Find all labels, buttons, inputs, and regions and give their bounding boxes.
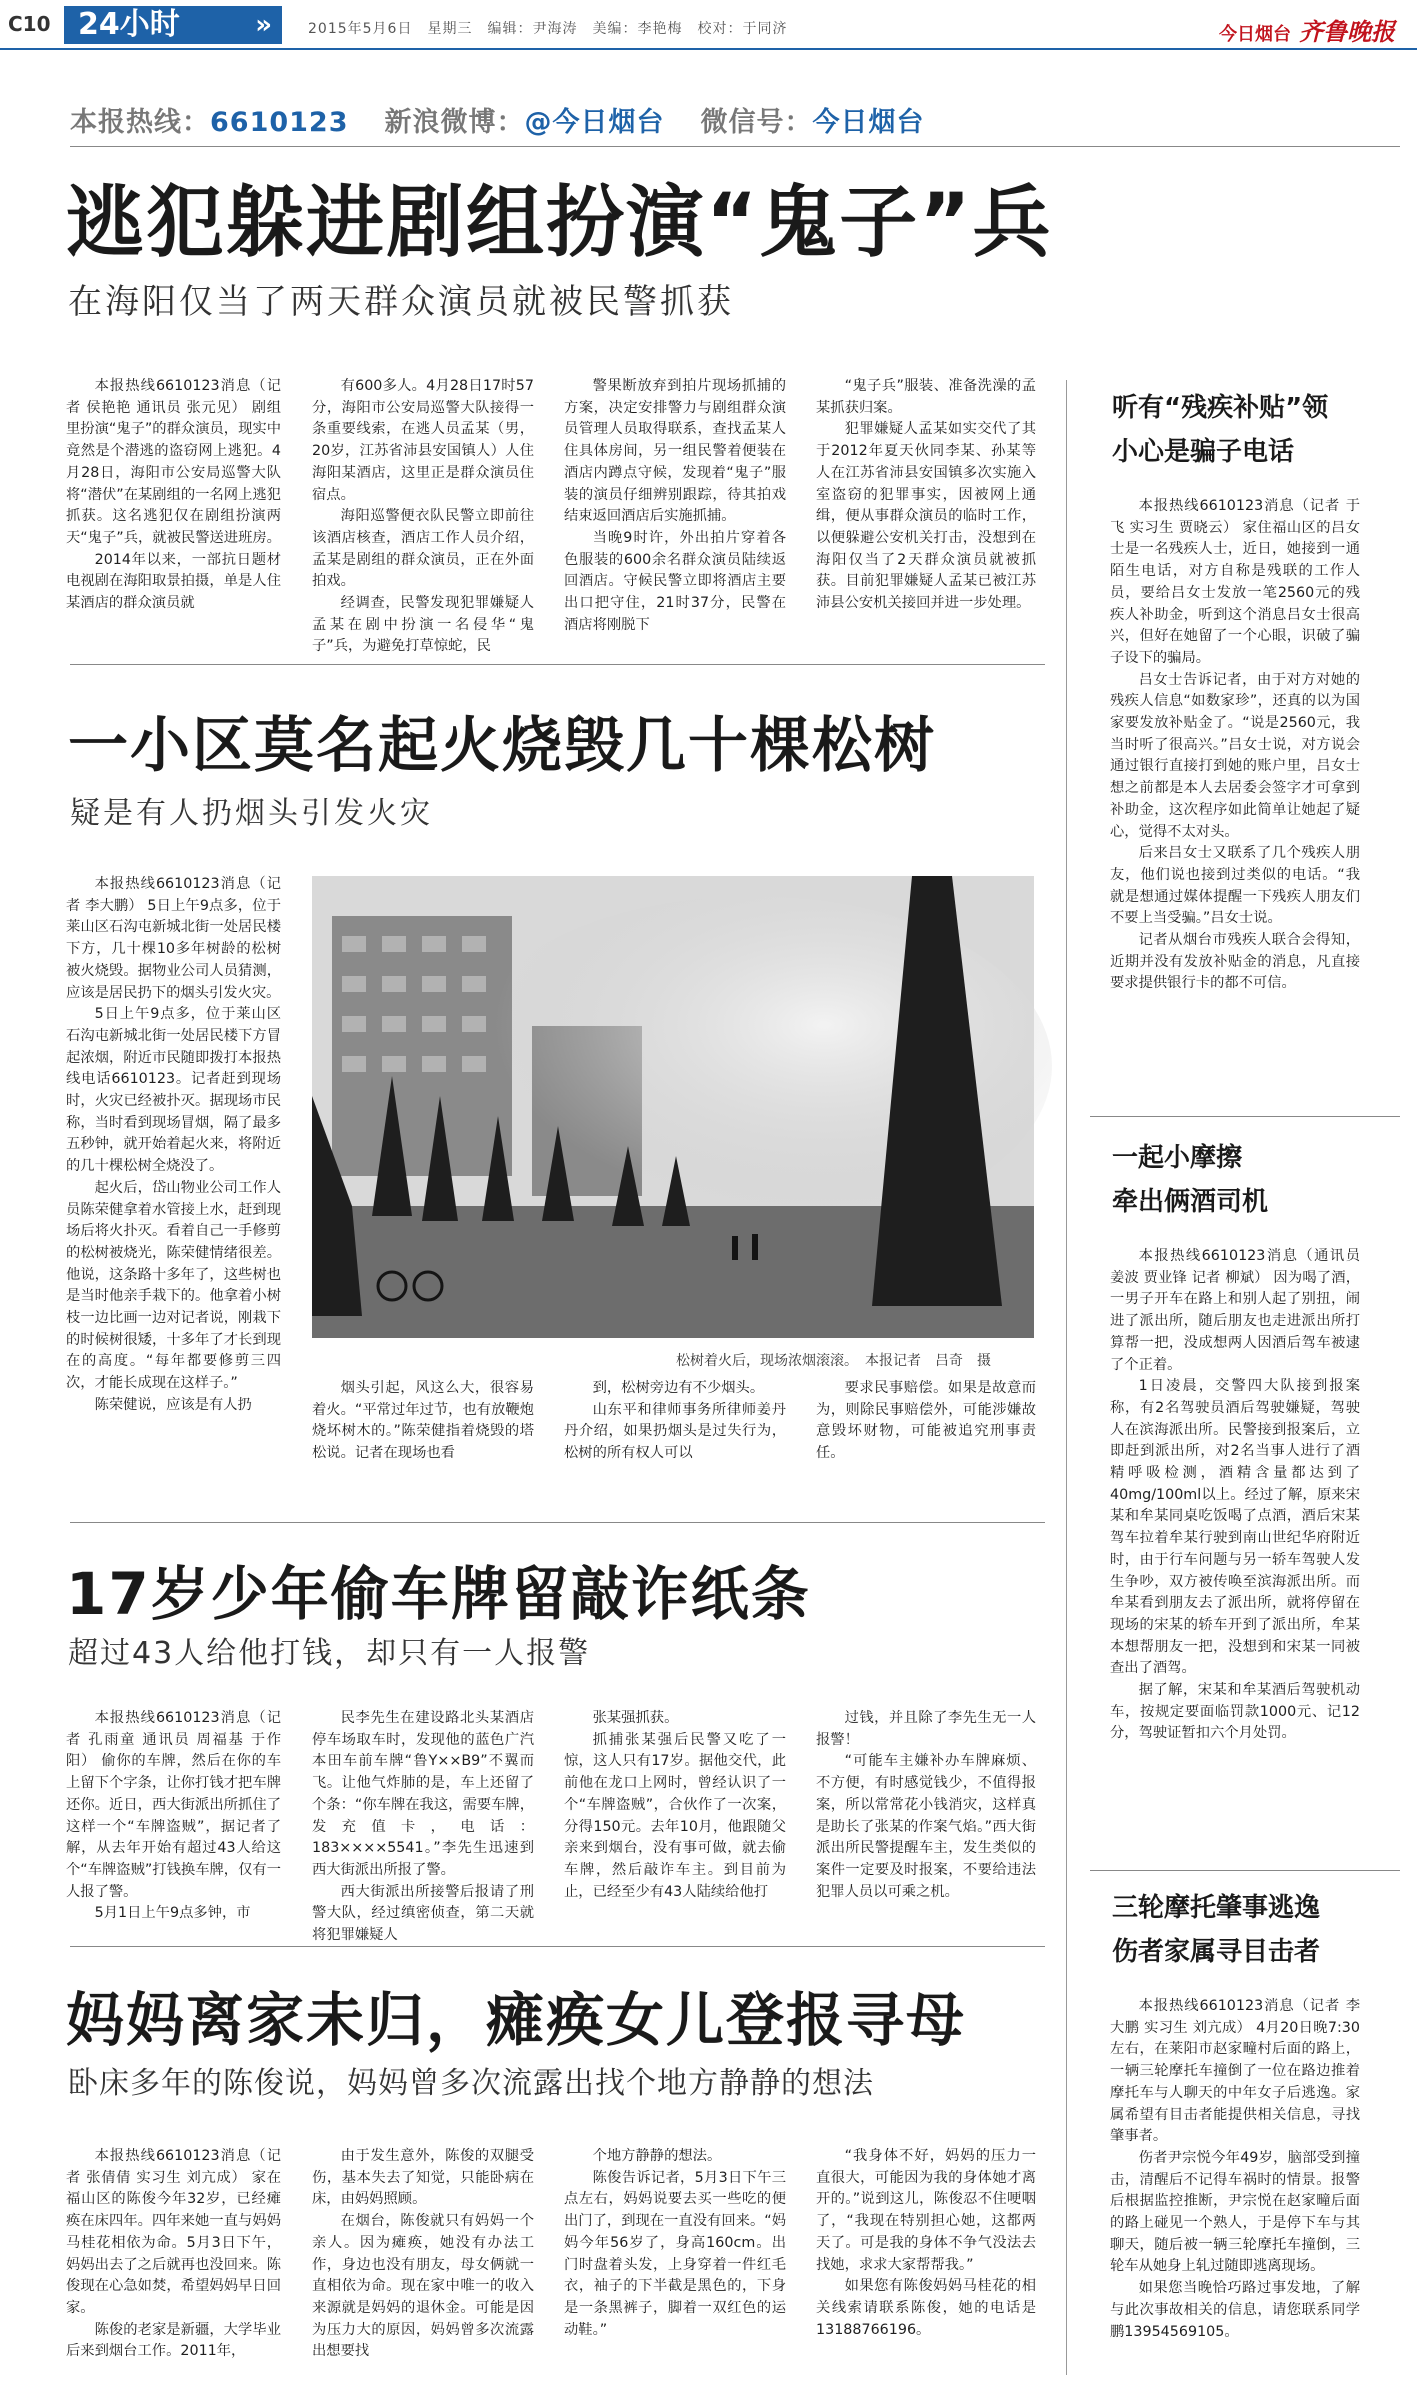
article-1-rule bbox=[70, 664, 1045, 665]
paragraph: 1日凌晨，交警四大队接到报案称，有2名驾驶员酒后驾驶嫌疑，驾驶人在滨海派出所。民警接到报案后，立即赶到派出所，对2名当事人进行了酒精呼吸检测，酒精含量都达到了40mg/100ml以上。经过了解，原来宋某和牟某同桌吃饭喝了点酒，酒后宋某驾车拉着牟某行驶到南山世纪华府附近时，由于行车问题与另一轿车驾驶人发生争吵，双方被传唤至滨海派出所。而牟某看到朋友去了派出所，就将停留在现场的宋某的轿车开到了派出所，牟某本想帮朋友一把，没想到和宋某一同被查出了酒驾。 bbox=[1110, 1378, 1360, 1677]
paragraph: 伤者尹宗悦今年49岁，脑部受到撞击，清醒后不记得车祸时的情景。报警后根据监控推断，尹宗悦在赵家疃后面的路上碰见一个熟人，于是停下车与其聊天，随后被一辆三轮摩托车撞倒，三轮车从她身上轧过随即逃离现场。 bbox=[1110, 2149, 1360, 2275]
paragraph: 如果您有陈俊妈妈马桂花的相关线索请联系陈俊，她的电话是13188766196。 bbox=[816, 2278, 1036, 2338]
weibo-label: 新浪微博： bbox=[384, 107, 525, 138]
paragraph: 到，松树旁边有不少烟头。 bbox=[592, 1380, 765, 1396]
paragraph: 烟头引起，风这么大，很容易着火。“平常过年过节，也有放鞭炮烧坏树木的。”陈荣健指着烧毁的塔松说。记者在现场也看 bbox=[312, 1380, 534, 1462]
side-1-title-line-1: 听有“残疾补贴”领 bbox=[1112, 393, 1329, 423]
article-1-subtitle: 在海阳仅当了两天群众演员就被民警抓获 bbox=[68, 282, 734, 322]
brand-section: 今日烟台 bbox=[1219, 24, 1291, 45]
paragraph: 本报热线6610123消息（记者 侯艳艳 通讯员 张元见） 剧组里扮演“鬼子”的群众演员，现实中竟然是个潜逃的盗窃网上逃犯。4月28日，海阳市公安局巡警大队将“潜伏”在某剧组的一名网上逃犯抓获。这名逃犯仅在剧组扮演两天“鬼子”兵，就被民警送进班房。 bbox=[66, 378, 281, 546]
article-3-col-2 bbox=[312, 1708, 534, 1944]
paragraph: 陈俊的老家是新疆，大学毕业后来到烟台工作。2011年， bbox=[66, 2321, 281, 2360]
paragraph: 本报热线6610123消息（记者 李大鹏） 5日上午9点多，位于莱山区石沟屯新城北街一处居民楼下方，几十棵10多年树龄的松树被火烧毁。据物业公司人员猜测，应该是居民扔下的烟头引发火灾。 bbox=[66, 876, 281, 1001]
article-4-col-4 bbox=[816, 2146, 1036, 2370]
article-2-col-2 bbox=[312, 1378, 534, 1486]
photo-caption: 松树着火后，现场浓烟滚滚。 本报记者 吕奇 摄 bbox=[676, 1353, 991, 1369]
article-3-rule bbox=[70, 1946, 1045, 1947]
paragraph: 抓捕张某强后民警又吃了一惊，这人只有17岁。据他交代，此前他在龙口上网时，曾经认识了一个“车牌盗贼”，合伙作了一次案，分得150元。去年10月，他跟随父亲来到烟台，没有事可做，就去偷车牌，然后敲诈车主。到目前为止，已经至少有43人陆续给他打 bbox=[564, 1731, 786, 1900]
article-3-col-3 bbox=[564, 1708, 786, 1928]
paragraph: 张某强抓获。 bbox=[592, 1710, 679, 1726]
article-2-col-3 bbox=[564, 1378, 786, 1486]
article-3-subtitle: 超过43人给他打钱，却只有一人报警 bbox=[68, 1636, 591, 1671]
paragraph: 由于发生意外，陈俊的双腿受伤，基本失去了知觉，只能卧病在床，由妈妈照顾。 bbox=[312, 2148, 534, 2208]
hotline-label: 本报热线： bbox=[70, 107, 210, 138]
double-chevron-icon: » bbox=[255, 10, 272, 40]
hotline-bar bbox=[70, 100, 925, 139]
paragraph: 犯罪嫌疑人孟某如实交代了其于2012年夏天伙同李某、孙某等人在江苏省沛县安国镇多次实施入室盗窃的犯罪事实，因被网上通缉，便从事群众演员的临时工作，以便躲避公安机关打击，没想到在海阳仅当了2天群众演员就被抓获。目前犯罪嫌疑人孟某已被江苏沛县公安机关接回并进一步处理。 bbox=[816, 421, 1036, 612]
side-1-body bbox=[1110, 496, 1360, 1106]
article-3-title: 17岁少年偷车牌留敲诈纸条 bbox=[66, 1560, 811, 1628]
article-4-col-2 bbox=[312, 2146, 534, 2370]
hotline-rule bbox=[70, 146, 1400, 147]
paragraph: 吕女士告诉记者，由于对方对她的残疾人信息“如数家珍”，还真的以为国家要发放补贴金了。“说是2560元，我当时听了很高兴。”吕女士说，对方说会通过银行直接打到她的账户里，吕女士想之前都是本人去居委会签字才可拿到补助金，这次程序如此简单让她起了疑心，觉得不太对头。 bbox=[1110, 671, 1360, 840]
brand bbox=[1219, 12, 1395, 47]
side-2-rule bbox=[1090, 1870, 1400, 1871]
paragraph: 要求民事赔偿。如果是故意而为，则除民事赔偿外，可能涉嫌故意毁坏财物，可能被追究刑事责任。 bbox=[816, 1380, 1036, 1462]
article-4-title: 妈妈离家未归，瘫痪女儿登报寻母 bbox=[66, 1986, 967, 2054]
article-1-col-2 bbox=[312, 376, 534, 655]
hotline-number: 6610123 bbox=[210, 107, 349, 138]
paragraph: 在烟台，陈俊就只有妈妈一个亲人。因为瘫痪，她没有办法工作，身边也没有朋友，母女俩就一直相依为命。现在家中唯一的收入来源就是妈妈的退休金。可能是因为压力大的原因，妈妈曾多次流露出想要找 bbox=[312, 2213, 534, 2360]
side-2-title bbox=[1112, 1136, 1392, 1224]
article-1-col-1 bbox=[66, 376, 281, 622]
section-label: 24小时 bbox=[78, 7, 180, 42]
article-2-rule bbox=[70, 1522, 1045, 1523]
section-tab bbox=[64, 6, 282, 44]
paragraph: 本报热线6610123消息（记者 李大鹏 实习生 刘亢成） 4月20日晚7:30左右，在莱阳市赵家疃村后面的路上，一辆三轮摩托车撞倒了一位在路边推着摩托车与人聊天的中年女子后逃逸。家属希望有目击者能提供相关信息，寻找肇事者。 bbox=[1110, 1998, 1360, 2145]
side-3-title bbox=[1112, 1886, 1402, 1974]
paragraph: 本报热线6610123消息（通讯员 姜波 贾业锋 记者 柳斌） 因为喝了酒，一男子开车在路上和别人起了别扭，闹进了派出所，随后朋友也走进派出所打算帮一把，没成想两人因酒后驾车被逮了个正着。 bbox=[1110, 1248, 1360, 1373]
issue-meta: 2015年5月6日 星期三 编辑：尹海涛 美编：李艳梅 校对：于同济 bbox=[308, 21, 788, 37]
paragraph: “鬼子兵”服装、准备洗澡的孟某抓获归案。 bbox=[816, 378, 1036, 416]
paragraph: 海阳巡警便衣队民警立即前往该酒店核查，酒店工作人员介绍，孟某是剧组的群众演员，正在外面拍戏。 bbox=[312, 508, 534, 590]
paragraph: 山东平和律师事务所律师姜丹丹介绍，如果扔烟头是过失行为，松树的所有权人可以 bbox=[564, 1401, 786, 1462]
side-3-body bbox=[1110, 1996, 1360, 2374]
paragraph: 有600多人。4月28日17时57分，海阳市公安局巡警大队接得一条重要线索，在逃人员孟某（男，20岁，江苏省沛县安国镇人）人住海阳某酒店，这里正是群众演员住宿点。 bbox=[312, 378, 534, 503]
paragraph: 2014年以来，一部抗日题材电视剧在海阳取景拍摄，单是人住某酒店的群众演员就 bbox=[66, 551, 281, 612]
side-1-title bbox=[1112, 386, 1392, 474]
header-rule bbox=[0, 48, 1417, 50]
page-header bbox=[0, 0, 1417, 50]
paragraph: 陈俊告诉记者，5月3日下午三点左右，妈妈说要去买一些吃的便出门了，到现在一直没有回来。“妈妈今年56岁了，身高160cm。出门时盘着头发，上身穿着一件红毛衣，袖子的下半截是黑色的，下身是一条黑裤子，脚着一双红色的运动鞋。” bbox=[564, 2169, 786, 2338]
article-2-title: 一小区莫名起火烧毁几十棵松树 bbox=[68, 711, 936, 781]
article-3-col-4 bbox=[816, 1708, 1036, 1928]
article-1-title: 逃犯躲进剧组扮演“鬼子”兵 bbox=[66, 178, 1053, 268]
article-2-subtitle: 疑是有人扔烟头引发火灾 bbox=[70, 796, 433, 831]
paragraph: 警果断放弃到拍片现场抓捕的方案，决定安排警力与剧组群众演员管理人员取得联系，查找孟某人住具体房间，另一组民警着便装在酒店内蹲点守候，发现着“鬼子”服装的演员仔细辨别跟踪，待其拍戏结束返回酒店后实施抓捕。 bbox=[564, 378, 786, 525]
paragraph: 据了解，宋某和牟某酒后驾驶机动车，按规定要面临罚款1000元、记12分，驾驶证暂扣六个月处罚。 bbox=[1110, 1682, 1360, 1742]
paragraph: 民李先生在建设路北头某酒店停车场取车时，发现他的蓝色广汽本田车前车牌“鲁Y××B9”不翼而飞。让他气炸肺的是，车上还留了个条：“你车牌在我这，需要车牌，发充值卡，电话：183××××5541。”李先生迅速到西大街派出所报了警。 bbox=[312, 1710, 534, 1878]
paragraph: 如果您当晚恰巧路过事发地，了解与此次事故相关的信息，请您联系同学鹏13954569105。 bbox=[1110, 2280, 1360, 2340]
article-3-col-1 bbox=[66, 1708, 281, 1928]
article-2-col-1 bbox=[66, 874, 281, 1486]
paragraph: 本报热线6610123消息（记者 于飞 实习生 贾晓云） 家住福山区的吕女士是一名残疾人士，近日，她接到一通陌生电话，对方自称是残联的工作人员，要给吕女士发放一笔2560元的残疾人补助金，听到这个消息吕女士很高兴，但好在她留了一个心眼，识破了骗子设下的骗局。 bbox=[1110, 498, 1360, 666]
article-4-subtitle: 卧床多年的陈俊说，妈妈曾多次流露出找个地方静静的想法 bbox=[68, 2066, 874, 2101]
side-2-body bbox=[1110, 1246, 1360, 1860]
fire-photo-illustration bbox=[312, 876, 1034, 1338]
paragraph: 当晚9时许，外出拍片穿着各色服装的600余名群众演员陆续返回酒店。守候民警立即将酒店主要出口把守住，21时37分，民警在酒店将刚脱下 bbox=[564, 529, 786, 633]
paragraph: 本报热线6610123消息（记者 孔雨童 通讯员 周福基 于作阳） 偷你的车牌，然后在你的车上留下个字条，让你打钱才把车牌还你。近日，西大街派出所抓住了这样一个“车牌盗贼”，据记者了解，从去年开始有超过43人给这个“车牌盗贼”打钱换车牌，仅有一人报了警。 bbox=[66, 1710, 281, 1900]
wechat-label: 微信号： bbox=[700, 107, 813, 138]
weibo-handle: @今日烟台 bbox=[524, 107, 665, 138]
article-1-col-3 bbox=[564, 376, 786, 633]
sidebar-divider bbox=[1066, 380, 1067, 2375]
paragraph: 陈荣健说，应该是有人扔 bbox=[94, 1396, 252, 1413]
paragraph: 记者从烟台市残疾人联合会得知，近期并没有发放补贴金的消息，凡直接要求提供银行卡的都不可信。 bbox=[1110, 932, 1360, 992]
wechat-handle: 今日烟台 bbox=[812, 107, 925, 138]
paragraph: “我身体不好，妈妈的压力一直很大，可能因为我的身体她才离开的。”说到这儿，陈俊忍不住哽咽了，“我现在特别担心她，这都两天了。可是我的身体不争气没法去找她，求求大家帮帮我。” bbox=[816, 2148, 1036, 2273]
side-1-title-line-2: 小心是骗子电话 bbox=[1112, 437, 1295, 467]
article-1-col-4 bbox=[816, 376, 1036, 622]
article-2-col-4 bbox=[816, 1378, 1036, 1486]
side-1-rule bbox=[1090, 1116, 1400, 1117]
fire-photo bbox=[312, 876, 1034, 1338]
paragraph: “可能车主嫌补办车牌麻烦、不方便，有时感觉钱少，不值得报案，所以常常花小钱消灾，这样真是助长了张某的作案气焰。”西大街派出所民警提醒车主，发生类似的案件一定要及时报案，不要给违法犯罪人员以可乘之机。 bbox=[816, 1753, 1036, 1900]
paragraph: 西大街派出所接警后报请了刑警大队，经过缜密侦查，第二天就将犯罪嫌疑人 bbox=[312, 1883, 534, 1944]
brand-logo: 齐鲁晚报 bbox=[1299, 17, 1395, 46]
article-4-col-1 bbox=[66, 2146, 281, 2370]
side-3-title-line-1: 三轮摩托肇事逃逸 bbox=[1112, 1893, 1321, 1923]
paragraph: 5日上午9点多，位于莱山区石沟屯新城北街一处居民楼下方冒起浓烟，附近市民随即拨打本报热线电话6610123。记者赶到现场时，火灾已经被扑灭。据现场市民称，当时看到现场冒烟，隔了最多五秒钟，就开始着起火来，将附近的几十棵松树全烧没了。 bbox=[66, 1006, 281, 1175]
side-2-title-line-2: 牵出俩酒司机 bbox=[1112, 1187, 1269, 1217]
page-code: C10 bbox=[8, 12, 51, 36]
paragraph: 经调查，民警发现犯罪嫌疑人孟某在剧中扮演一名侵华“鬼子”兵，为避免打草惊蛇，民 bbox=[312, 595, 534, 655]
side-2-title-line-1: 一起小摩擦 bbox=[1112, 1143, 1243, 1173]
paragraph: 5月1日上午9点多钟，市 bbox=[94, 1905, 251, 1922]
paragraph: 起火后，岱山物业公司工作人员陈荣健拿着水管接上水，赶到现场后将火扑灭。看着自己一手修剪的松树被烧光，陈荣健情绪很差。他说，这条路十多年了，这些树也是当时他亲手栽下的。他拿着小树枝一边比画一边对记者说，刚栽下的时候树很矮，十多年了才长到现在的高度。“每年都要修剪三四次，才能长成现在这样子。” bbox=[66, 1179, 281, 1392]
side-3-title-line-2: 伤者家属寻目击者 bbox=[1112, 1937, 1321, 1967]
article-4-col-3 bbox=[564, 2146, 786, 2370]
paragraph: 个地方静静的想法。 bbox=[592, 2148, 722, 2164]
paragraph: 过钱，并且除了李先生无一人报警！ bbox=[816, 1710, 1036, 1748]
paragraph: 本报热线6610123消息（记者 张倩倩 实习生 刘亢成） 家在福山区的陈俊今年32岁，已经瘫痪在床四年。四年来她一直与妈妈马桂花相依为命。5月3日下午，妈妈出去了之后就再也没回来。陈俊现在心急如焚，希望妈妈早日回家。 bbox=[66, 2148, 281, 2316]
paragraph: 后来吕女士又联系了几个残疾人朋友，他们说也接到过类似的电话。“我就是想通过媒体提醒一下残疾人朋友们不要上当受骗。”吕女士说。 bbox=[1110, 845, 1360, 927]
